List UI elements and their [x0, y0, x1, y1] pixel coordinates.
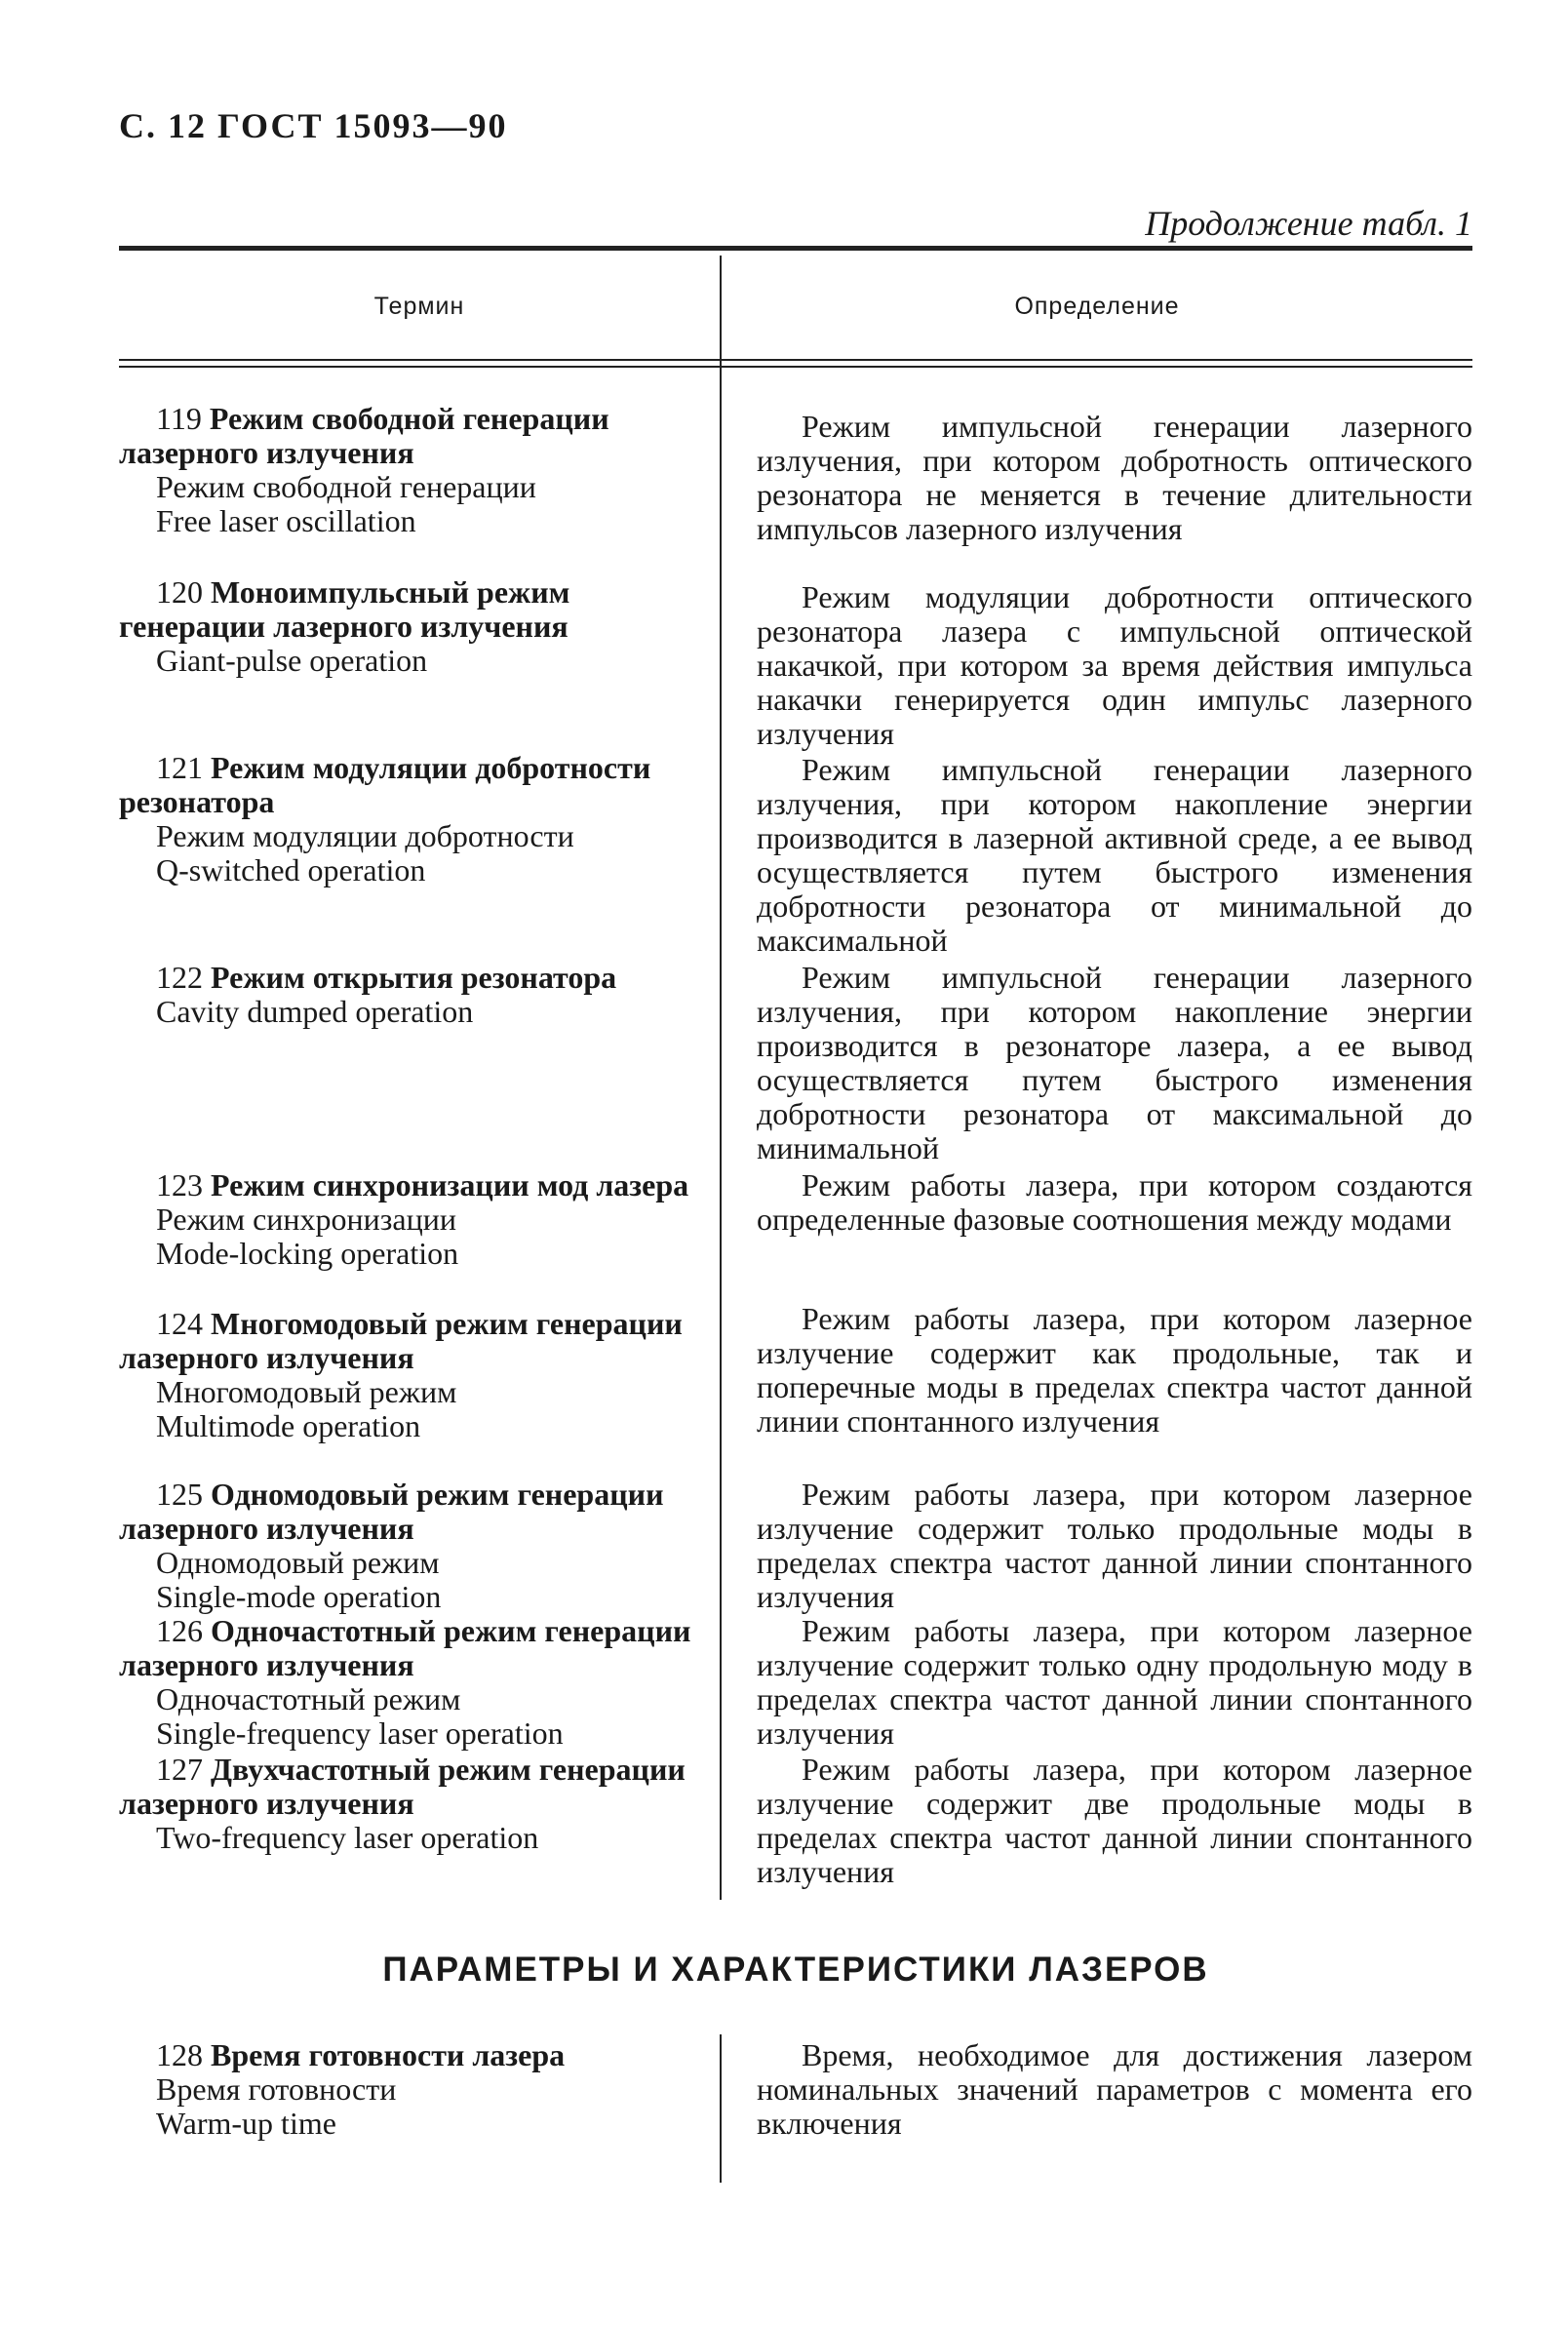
term-name: Двухчастотный режим генерации лазерного излучения: [119, 1752, 686, 1821]
term-definition: Режим импульсной генерации лазерного излучения, при котором накопление энергии производится в резонаторе лазера, а ее вывод осуществляется путем быстрого изменения добротности резонатора от максимальной до минимальной: [757, 960, 1472, 1165]
term-synonym: Многомодовый режим: [156, 1374, 457, 1409]
term-english: Free laser oscillation: [156, 503, 416, 538]
term-entry: [119, 961, 694, 1029]
term-synonym: Режим модуляции добротности: [156, 818, 574, 853]
term-english: Cavity dumped operation: [156, 994, 474, 1029]
term-name: Время готовности лазера: [211, 2037, 566, 2072]
term-english: Two-frequency laser operation: [156, 1820, 539, 1855]
header-rule: [119, 359, 1472, 361]
term-number: 125: [156, 1477, 203, 1512]
column-divider: [720, 256, 722, 1900]
term-name: Одномодовый режим генерации лазерного излучения: [119, 1477, 664, 1546]
term-name: Режим открытия резонатора: [211, 960, 617, 995]
term-number: 124: [156, 1306, 203, 1341]
term-entry: [119, 751, 694, 887]
term-name: Режим модуляции добротности резонатора: [119, 750, 651, 819]
term-number: 123: [156, 1167, 203, 1202]
term-number: 127: [156, 1752, 203, 1787]
term-definition: Время, необходимое для достижения лазером номинальных значений параметров с момента его включения: [757, 2037, 1472, 2141]
term-entry: [119, 1753, 694, 1855]
term-definition: Режим импульсной генерации лазерного излучения, при котором накопление энергии производится в лазерной активной среде, а ее вывод осуществляется путем быстрого изменения добротности резонатора от минимальной до максимальной: [757, 752, 1472, 958]
term-number: 120: [156, 574, 203, 610]
term-english: Single-frequency laser operation: [156, 1715, 564, 1751]
term-definition: Режим работы лазера, при котором лазерное излучение содержит две продольные моды в пределах спектра частот данной линии спонтанного излучения: [757, 1752, 1472, 1889]
term-synonym: Одночастотный режим: [156, 1681, 461, 1716]
term-english: Single-mode operation: [156, 1579, 442, 1614]
table-top-rule: [119, 246, 1472, 251]
term-definition: Режим модуляции добротности оптического резонатора лазера с импульсной оптической накачкой, при котором за время действия импульса накачки генерируется один импульс лазерного излучения: [757, 579, 1472, 751]
term-english: Q-switched operation: [156, 852, 426, 887]
term-number: 119: [156, 401, 202, 436]
term-english: Mode-locking operation: [156, 1236, 459, 1271]
term-name: Режим синхронизации мод лазера: [211, 1167, 689, 1202]
term-entry: [119, 1614, 694, 1751]
term-english: Giant-pulse operation: [156, 643, 428, 678]
page-header: С. 12 ГОСТ 15093—90: [119, 106, 508, 145]
term-definition: Режим импульсной генерации лазерного излучения, при котором добротность оптического резонатора не меняется в течение длительности импульсов лазерного излучения: [757, 409, 1472, 546]
column-divider: [720, 2034, 722, 2183]
term-entry: [119, 1307, 694, 1443]
term-english: Multimode operation: [156, 1408, 421, 1443]
term-synonym: Режим синхронизации: [156, 1202, 456, 1237]
term-number: 122: [156, 960, 203, 995]
term-entry: [119, 575, 694, 678]
term-definition: Режим работы лазера, при котором лазерное излучение содержит только продольные моды в пределах спектра частот данной линии спонтанного излучения: [757, 1477, 1472, 1614]
term-definition: Режим работы лазера, при котором лазерное излучение содержит как продольные, так и поперечные моды в пределах спектра частот данной линии спонтанного излучения: [757, 1301, 1472, 1439]
term-definition: Режим работы лазера, при котором лазерное излучение содержит только одну продольную моду в пределах спектра частот данной линии спонтанного излучения: [757, 1613, 1472, 1751]
term-name: Одночастотный режим генерации лазерного излучения: [119, 1613, 691, 1682]
term-name: Многомодовый режим генерации лазерного излучения: [119, 1306, 683, 1375]
term-name: Режим свободной генерации лазерного излучения: [119, 401, 609, 470]
term-entry: [119, 2038, 694, 2141]
table-continuation-note: Продолжение табл. 1: [1145, 204, 1472, 243]
term-english: Warm-up time: [156, 2106, 336, 2141]
term-number: 128: [156, 2037, 203, 2072]
term-entry: [119, 402, 694, 538]
section-heading: ПАРАМЕТРЫ И ХАРАКТЕРИСТИКИ ЛАЗЕРОВ: [382, 1951, 1209, 1989]
term-entry: [119, 1478, 694, 1614]
term-definition: Режим работы лазера, при котором создаются определенные фазовые соотношения между модами: [757, 1167, 1472, 1237]
header-rule: [119, 366, 1472, 368]
column-header-definition: Определение: [1014, 293, 1180, 320]
term-synonym: Одномодовый режим: [156, 1545, 440, 1580]
term-entry: [119, 1168, 694, 1271]
term-name: Моноимпульсный режим генерации лазерного излучения: [119, 574, 570, 644]
term-synonym: Режим свободной генерации: [156, 469, 536, 504]
term-number: 126: [156, 1613, 203, 1648]
term-synonym: Время готовности: [156, 2071, 397, 2107]
column-header-term: Термин: [373, 293, 465, 320]
term-number: 121: [156, 750, 203, 785]
